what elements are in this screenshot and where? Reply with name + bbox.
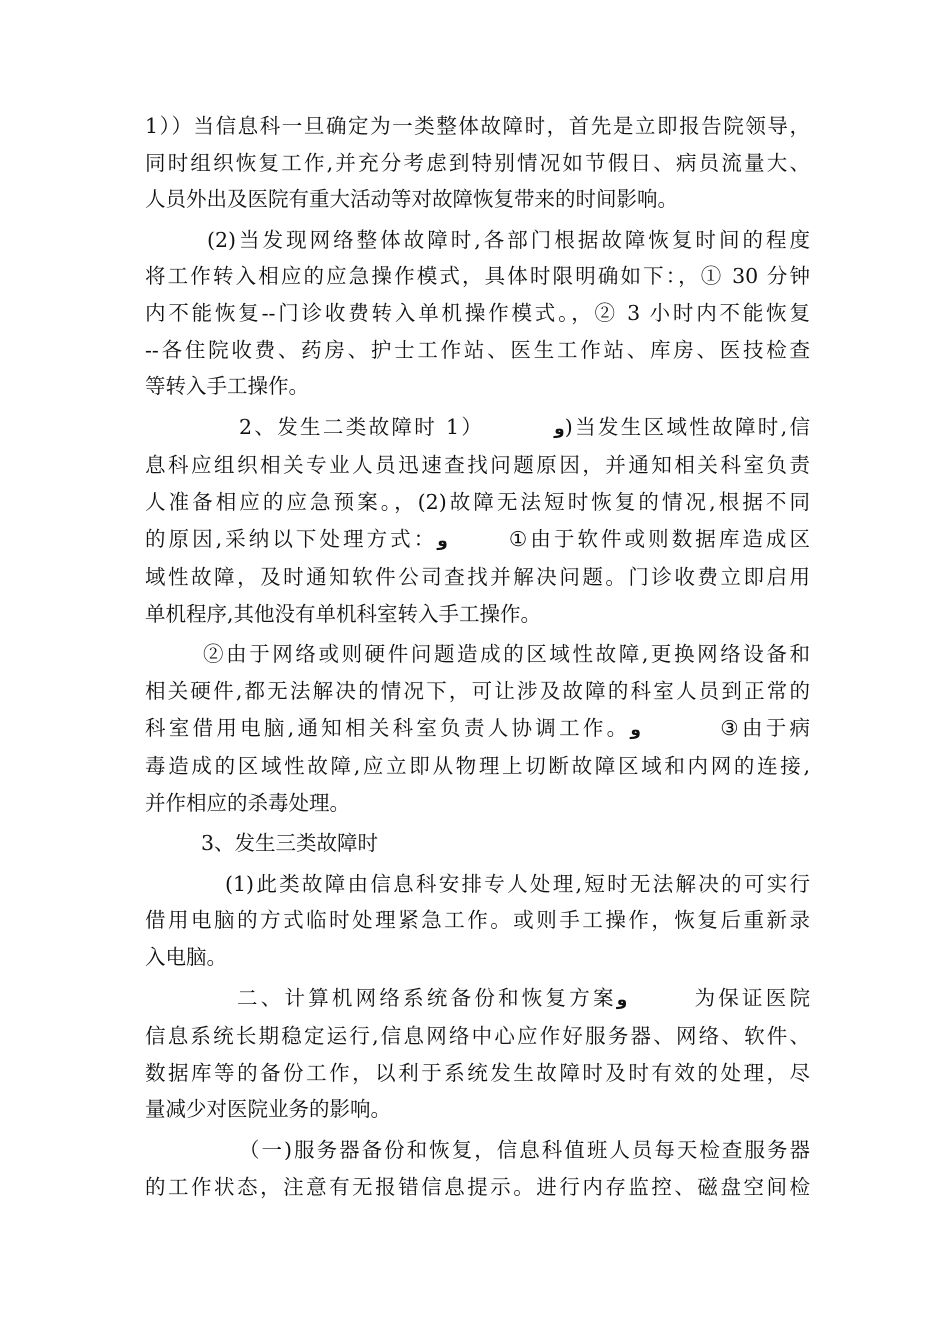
text-line	[145, 710, 810, 749]
text-line: 域性故障，及时通知软件公司查找并解决问题。门诊收费立即启用	[145, 565, 810, 590]
text-line: (2)当发现网络整体故障时,各部门根据故障恢复时间的程度	[207, 227, 810, 252]
text-line	[145, 409, 810, 448]
document-page	[145, 108, 810, 1205]
text-line: 借用电脑的方式临时处理紧急工作。或则手工操作，恢复后重新录	[145, 908, 810, 933]
text-line: 单机程序,其他没有单机科室转入手工操作。	[145, 601, 542, 626]
text-line: （一)服务器备份和恢复，信息科值班人员每天检查服务器	[239, 1138, 810, 1163]
text-line: 将工作转入相应的应急操作模式，具体时限明确如下：，① 30 分钟	[145, 264, 810, 289]
text-line: 相关硬件,都无法解决的情况下，可让涉及故障的科室人员到正常的	[145, 678, 810, 703]
text-line: 毒造成的区域性故障,应立即从物理上切断故障区域和内网的连接,	[145, 754, 810, 779]
text-line: 同时组织恢复工作,并充分考虑到特别情况如节假日、病员流量大、	[145, 150, 810, 175]
text-segment: )当发生区域性故障时,信	[564, 414, 810, 439]
text-line: 息科应组织相关专业人员迅速查找问题原因，并通知相关科室负责	[145, 453, 810, 478]
text-line: 量减少对医院业务的影响。	[145, 1097, 391, 1122]
paragraph-mark: و	[616, 989, 628, 1010]
text-line	[145, 521, 810, 560]
text-line: (1)此类故障由信息科安排专人处理,短时无法解决的可实行	[225, 871, 810, 896]
section-heading: 二、计算机网络系统备份和恢复方案	[237, 985, 617, 1010]
text-segment: 科室借用电脑,通知相关科室负责人协调工作。	[145, 715, 631, 740]
text-segment: ①由于软件或则数据库造成区	[505, 526, 810, 551]
text-line: 并作相应的杀毒处理。	[145, 790, 350, 815]
text-line: 1））当信息科一旦确定为一类整体故障时，首先是立即报告院领导，	[145, 114, 810, 138]
text-segment: ③由于病	[717, 715, 811, 740]
text-line: 信息系统长期稳定运行,信息网络中心应作好服务器、网络、软件、	[145, 1024, 810, 1049]
text-line: 人员外出及医院有重大活动等对故障恢复带来的时间影响。	[145, 187, 678, 212]
text-line: 等转入手工操作。	[145, 374, 309, 399]
text-line: 入电脑。	[145, 945, 227, 970]
text-line	[145, 980, 810, 1019]
text-line: ②由于网络或则硬件问题造成的区域性故障,更换网络设备和	[203, 642, 810, 667]
text-line: 的工作状态，注意有无报错信息提示。进行内存监控、磁盘空间检	[145, 1174, 810, 1199]
text-segment: 为保证医院	[691, 985, 810, 1010]
text-line: 内不能恢复--门诊收费转入单机操作模式。，② 3 小时内不能恢复	[145, 300, 810, 325]
text-line: 数据库等的备份工作，以利于系统发生故障时及时有效的处理，尽	[145, 1060, 810, 1085]
paragraph-mark: و	[554, 418, 565, 439]
text-line: 人准备相应的应急预案。，(2)故障无法短时恢复的情况,根据不同	[145, 489, 810, 514]
paragraph-mark: و	[630, 719, 641, 740]
text-segment: 的原因,采纳以下处理方式：	[145, 526, 438, 551]
text-segment: 2、发生二类故障时 1）	[239, 414, 485, 439]
paragraph-mark: و	[437, 530, 448, 551]
text-line: --各住院收费、药房、护士工作站、医生工作站、库房、医技检查	[145, 337, 810, 362]
section-heading: 3、发生三类故障时	[201, 831, 379, 856]
